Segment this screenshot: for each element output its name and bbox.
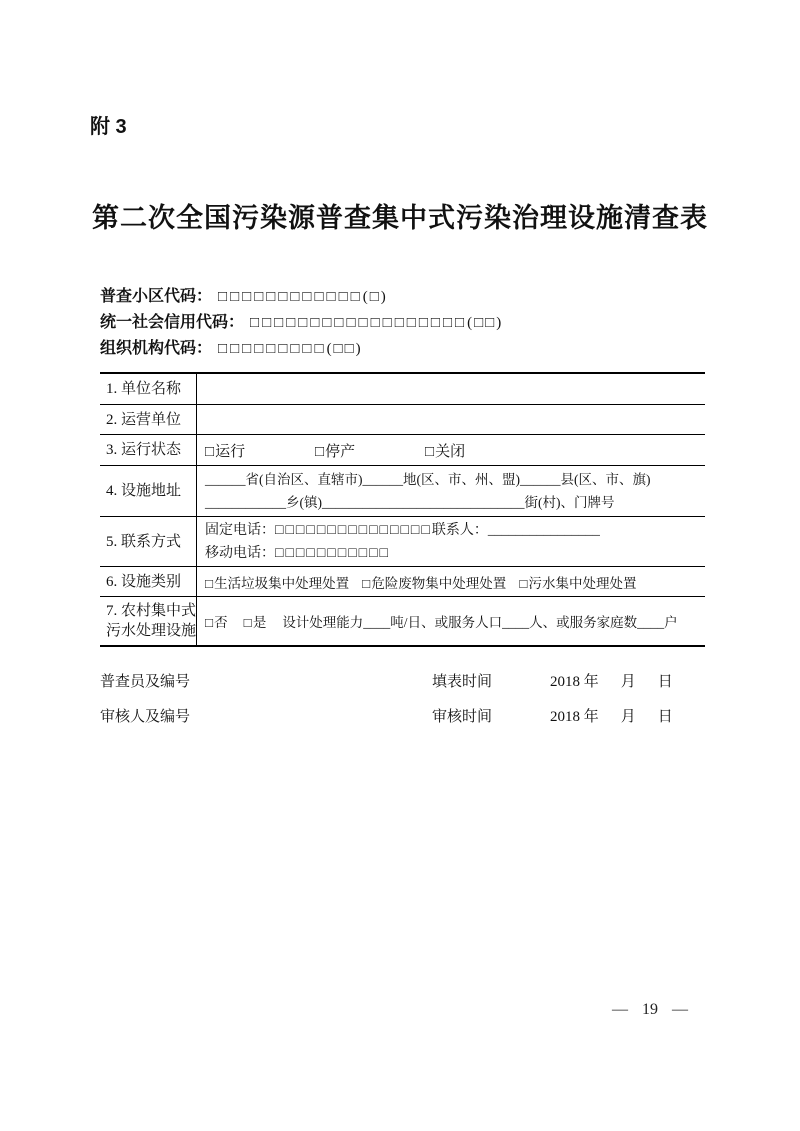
review-month: 月 — [620, 708, 636, 725]
census-area-code-suffix: (□) — [362, 289, 388, 305]
row-label-text: 1. 单位名称 — [106, 381, 182, 397]
page-number-left-dash: — — [612, 1001, 628, 1018]
table-row-operating-status — [100, 435, 705, 466]
census-area-code-boxes: □□□□□□□□□□□□ — [218, 289, 363, 305]
fixed-phone-label: 固定电话： — [205, 522, 275, 538]
social-credit-code-label: 统一社会信用代码： — [100, 314, 245, 331]
option-suspended-label: 停产 — [325, 443, 356, 460]
org-code-boxes: □□□□□□□□□ — [218, 341, 327, 357]
row-label-contact-info — [100, 517, 197, 566]
facility-address-field — [197, 466, 705, 516]
table-row-contact-info — [100, 517, 705, 567]
page-number — [612, 1001, 688, 1019]
rural-sewage-detail: 设计处理能力____吨/日、或服务人口____人、或服务家庭数____户 — [282, 615, 678, 630]
table-row-facility-address — [100, 466, 705, 517]
row-label-text: 6. 设施类别 — [106, 573, 182, 590]
facility-category-options — [197, 567, 705, 596]
review-year: 2018 年 — [550, 708, 599, 725]
option-waste-label: 生活垃圾集中处理处置 — [214, 575, 350, 591]
contact-person-label: 联系人： — [431, 522, 488, 538]
social-credit-code-boxes: □□□□□□□□□□□□□□□□□□ — [250, 315, 468, 331]
checkbox-sewage-icon: □ — [519, 575, 529, 591]
unit-name-field — [197, 374, 705, 404]
fill-month: 月 — [620, 673, 636, 690]
option-hazardous-treatment — [362, 572, 506, 592]
reviewer-label: 审核人及编号 — [100, 708, 191, 725]
row-label-text: 5. 联系方式 — [106, 533, 182, 550]
facility-survey-table — [100, 372, 705, 647]
option-running-label: 运行 — [215, 443, 246, 460]
review-time-label: 审核时间 — [432, 708, 493, 725]
org-code-line — [100, 336, 720, 362]
address-line-township: ____________乡(镇)______________________________街(村)、门牌号 — [205, 495, 615, 510]
checkbox-suspended-icon: □ — [315, 443, 326, 460]
address-line-province: ______省(自治区、直辖市)______地(区、市、州、盟)______县(区、市、旗) — [205, 472, 651, 487]
row-label-text: 4. 设施地址 — [106, 483, 182, 499]
fill-year: 2018 年 — [550, 673, 599, 690]
fill-day: 日 — [657, 673, 673, 690]
row-label-rural-sewage — [100, 597, 197, 645]
row-label-line1: 7. 农村集中式 — [106, 603, 197, 619]
review-day: 日 — [657, 708, 673, 725]
table-row-facility-category — [100, 567, 705, 597]
surveyor-line — [100, 668, 705, 692]
option-hazardous-label: 危险废物集中处理处置 — [371, 575, 507, 591]
option-no — [205, 611, 228, 631]
code-lines-block — [100, 284, 720, 362]
row-label-facility-address — [100, 466, 197, 516]
row-label-operating-status — [100, 435, 197, 465]
reviewer-line — [100, 703, 705, 727]
option-sewage-label: 污水集中处理处置 — [528, 575, 637, 591]
checkbox-yes-icon: □ — [243, 615, 253, 630]
checkbox-hazardous-icon: □ — [362, 575, 372, 591]
operating-status-options — [197, 435, 705, 465]
census-area-code-label: 普查小区代码： — [100, 288, 213, 305]
option-yes — [244, 611, 267, 631]
form-title: 第二次全国污染源普查集中式污染治理设施清查表 — [92, 203, 708, 233]
contact-info-field — [197, 517, 705, 566]
page-number-right-dash: — — [672, 1001, 688, 1018]
fixed-phone-line — [205, 519, 600, 542]
row-label-unit-name — [100, 374, 197, 404]
row-label-facility-category — [100, 567, 197, 596]
org-code-label: 组织机构代码： — [100, 340, 213, 357]
option-closed-label: 关闭 — [435, 443, 466, 460]
option-closed — [425, 440, 465, 461]
checkbox-no-icon: □ — [205, 615, 215, 630]
option-no-label: 否 — [214, 615, 228, 630]
row-label-line2: 污水处理设施 — [106, 623, 197, 639]
mobile-phone-label: 移动电话： — [205, 545, 275, 561]
option-running — [205, 440, 315, 461]
contact-person-blank: ________________ — [487, 522, 600, 538]
social-credit-code-line — [100, 310, 720, 336]
checkbox-closed-icon: □ — [425, 443, 436, 460]
rural-sewage-field — [197, 597, 705, 645]
attachment-label: 附 3 — [90, 116, 127, 138]
operator-field — [197, 405, 705, 434]
row-label-text: 3. 运行状态 — [106, 442, 182, 458]
table-row-operator — [100, 405, 705, 435]
fill-time-label: 填表时间 — [432, 673, 493, 690]
table-row-unit-name — [100, 374, 705, 405]
table-row-rural-sewage — [100, 597, 705, 645]
review-date — [550, 705, 673, 726]
option-sewage-treatment — [519, 572, 636, 592]
surveyor-label: 普查员及编号 — [100, 673, 191, 690]
option-waste-treatment — [205, 572, 349, 592]
fill-date — [550, 670, 673, 691]
checkbox-waste-icon: □ — [205, 575, 215, 591]
row-label-text: 2. 运营单位 — [106, 411, 182, 428]
row-label-operator — [100, 405, 197, 434]
org-code-suffix: (□□) — [326, 341, 363, 357]
checkbox-running-icon: □ — [205, 443, 216, 460]
census-area-code-line — [100, 284, 720, 310]
fixed-phone-boxes: □□□□□□□□□□□□□□□ — [275, 522, 432, 538]
mobile-phone-boxes: □□□□□□□□□□□ — [275, 545, 391, 561]
page-number-value: 19 — [642, 1001, 658, 1018]
option-yes-label: 是 — [252, 615, 267, 630]
social-credit-code-suffix: (□□) — [467, 315, 504, 331]
mobile-phone-line — [205, 542, 390, 565]
option-suspended — [315, 440, 425, 461]
